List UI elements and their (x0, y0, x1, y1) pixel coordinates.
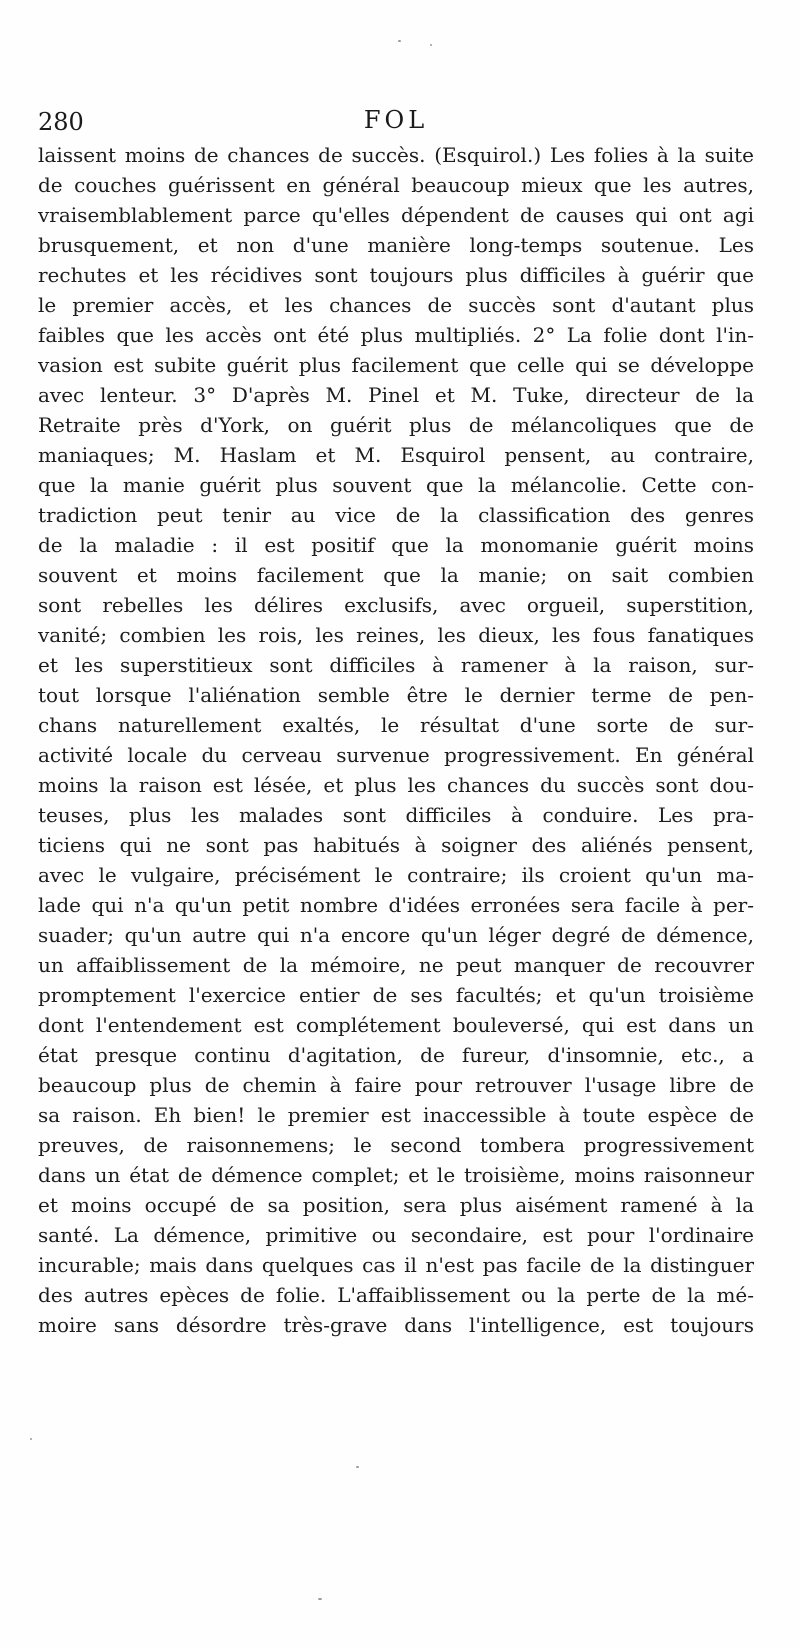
text-line: souvent et moins facilement que la manie; on sait combien (38, 563, 754, 587)
page-header (38, 104, 754, 140)
text-line: vanité; combien les rois, les reines, les dieux, les fous fanatiques (38, 623, 754, 647)
text-line: moins la raison est lésée, et plus les chances du succès sont dou- (38, 773, 754, 797)
text-line: brusquement, et non d'une manière long-temps soutenue. Les (38, 233, 754, 257)
text-line: le premier accès, et les chances de succès sont d'autant plus (38, 293, 754, 317)
text-line: suader; qu'un autre qui n'a encore qu'un léger degré de démence, (38, 923, 754, 947)
text-line: chans naturellement exaltés, le résultat d'une sorte de sur- (38, 713, 754, 737)
text-line: faibles que les accès ont été plus multipliés. 2° La folie dont l'in- (38, 323, 754, 347)
text-line: ticiens qui ne sont pas habitués à soigner des aliénés pensent, (38, 833, 754, 857)
text-line: teuses, plus les malades sont difficiles à conduire. Les pra- (38, 803, 754, 827)
scan-speck (356, 1466, 359, 1468)
text-line: sont rebelles les délires exclusifs, avec orgueil, superstition, (38, 593, 754, 617)
text-line: et moins occupé de sa position, sera plus aisément ramené à la (38, 1193, 754, 1217)
text-line: tout lorsque l'aliénation semble être le dernier terme de pen- (38, 683, 754, 707)
text-line: vraisemblablement parce qu'elles dépendent de causes qui ont agi (38, 203, 754, 227)
text-line: état presque continu d'agitation, de fureur, d'insomnie, etc., a (38, 1043, 754, 1067)
scan-speck (430, 44, 432, 46)
scan-speck (30, 1438, 32, 1440)
text-line: avec lenteur. 3° D'après M. Pinel et M. Tuke, directeur de la (38, 383, 754, 407)
text-line: activité locale du cerveau survenue progressivement. En général (38, 743, 754, 767)
page-number: 280 (38, 108, 84, 136)
running-title: FOL (363, 106, 429, 134)
text-line: rechutes et les récidives sont toujours plus difficiles à guérir que (38, 263, 754, 287)
text-line: que la manie guérit plus souvent que la mélancolie. Cette con- (38, 473, 754, 497)
text-line: un affaiblissement de la mémoire, ne peut manquer de recouvrer (38, 953, 754, 977)
text-line: promptement l'exercice entier de ses facultés; et qu'un troisième (38, 983, 754, 1007)
text-line: santé. La démence, primitive ou secondaire, est pour l'ordinaire (38, 1223, 754, 1247)
text-line: avec le vulgaire, précisément le contraire; ils croient qu'un ma- (38, 863, 754, 887)
scan-speck (318, 1598, 322, 1600)
text-line: laissent moins de chances de succès. (Esquirol.) Les folies à la suite (38, 143, 754, 167)
text-line: Retraite près d'York, on guérit plus de mélancoliques que de (38, 413, 754, 437)
text-line: dans un état de démence complet; et le troisième, moins raisonneur (38, 1163, 754, 1187)
text-line: moire sans désordre très-grave dans l'intelligence, est toujours (38, 1313, 754, 1337)
text-line: vasion est subite guérit plus facilement que celle qui se développe (38, 353, 754, 377)
scan-speck (398, 40, 401, 42)
text-line: de couches guérissent en général beaucoup mieux que les autres, (38, 173, 754, 197)
text-line: lade qui n'a qu'un petit nombre d'idées erronées sera facile à per- (38, 893, 754, 917)
text-line: beaucoup plus de chemin à faire pour retrouver l'usage libre de (38, 1073, 754, 1097)
text-line: des autres epèces de folie. L'affaiblissement ou la perte de la mé- (38, 1283, 754, 1307)
text-line: tradiction peut tenir au vice de la classification des genres (38, 503, 754, 527)
text-line: de la maladie : il est positif que la monomanie guérit moins (38, 533, 754, 557)
text-line: maniaques; M. Haslam et M. Esquirol pensent, au contraire, (38, 443, 754, 467)
text-line: sa raison. Eh bien! le premier est inaccessible à toute espèce de (38, 1103, 754, 1127)
text-line: incurable; mais dans quelques cas il n'est pas facile de la distinguer (38, 1253, 754, 1277)
text-line: et les superstitieux sont difficiles à ramener à la raison, sur- (38, 653, 754, 677)
text-line: dont l'entendement est complétement bouleversé, qui est dans un (38, 1013, 754, 1037)
body-text (38, 140, 754, 1340)
text-line: preuves, de raisonnemens; le second tombera progressivement (38, 1133, 754, 1157)
